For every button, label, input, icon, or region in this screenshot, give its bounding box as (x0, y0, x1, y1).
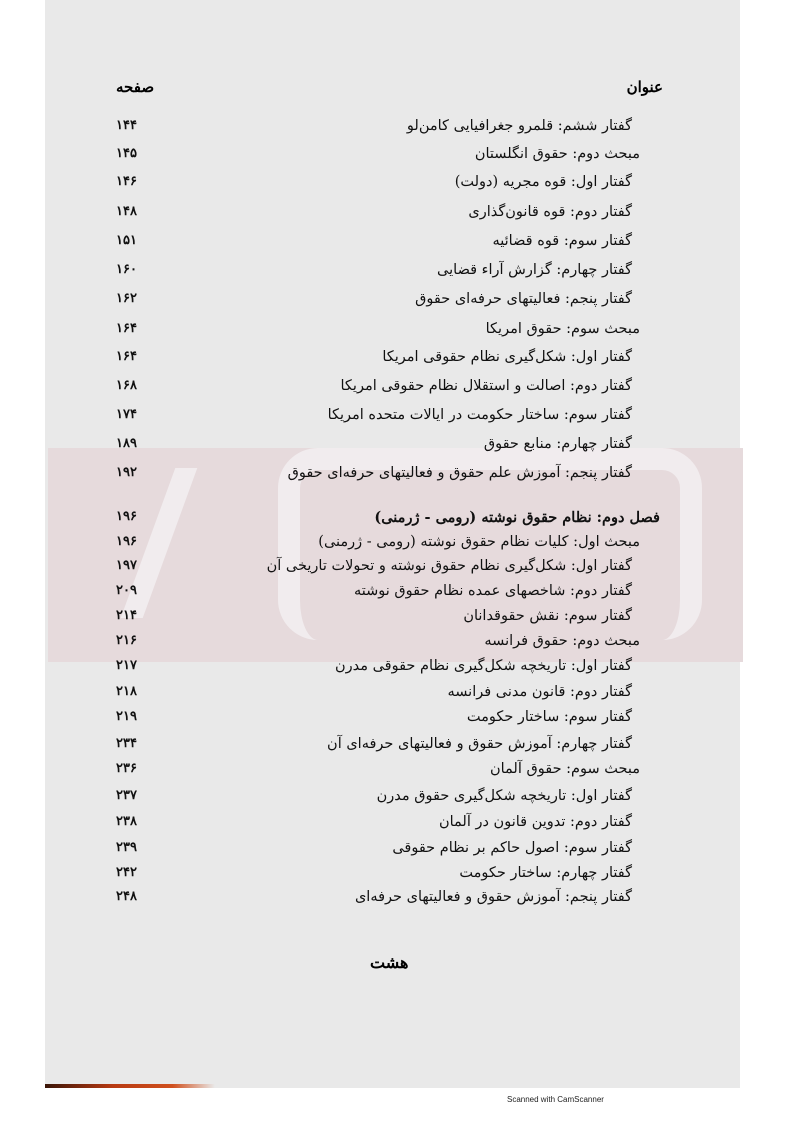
toc-entry-page: ۲۳۷ (116, 788, 137, 803)
toc-entry-page: ۲۳۸ (116, 814, 137, 829)
toc-entry-title: مبحث سوم: حقوق آلمان (489, 761, 640, 777)
toc-entry-page: ۲۱۸ (116, 684, 137, 699)
scanner-note: Scanned with CamScanner (507, 1095, 604, 1104)
toc-entry-title: گفتار چهارم: منابع حقوق (483, 436, 632, 452)
toc-entry-page: ۱۹۶ (116, 534, 137, 549)
toc-entry-page: ۲۱۷ (116, 658, 137, 673)
toc-entry (0, 558, 793, 582)
toc-entry-title: مبحث اول: کلیات نظام حقوق نوشته (رومی - ژرمنی) (318, 534, 640, 550)
toc-entry (0, 736, 793, 760)
toc-entry-title: گفتار پنجم: آموزش علم حقوق و فعالیتهای حرفه‌ای حقوق (287, 465, 632, 481)
toc-entry-page: ۱۹۶ (116, 509, 137, 524)
toc-entry (0, 349, 793, 373)
page-number-footer: هشت (370, 953, 409, 972)
toc-entry (0, 436, 793, 460)
toc-entry-title: گفتار سوم: نقش حقوقدانان (463, 608, 632, 624)
toc-entry (0, 378, 793, 402)
toc-entry (0, 291, 793, 315)
toc-entry (0, 534, 793, 558)
toc-entry (0, 583, 793, 607)
toc-entry-title: گفتار اول: تاریخچه شکل‌گیری حقوق مدرن (376, 788, 632, 804)
toc-entry-title: گفتار سوم: قوه قضائیه (492, 233, 632, 249)
toc-entry-page: ۱۴۸ (116, 204, 137, 219)
toc-entry (0, 174, 793, 198)
toc-entry-title: مبحث سوم: حقوق امریکا (485, 321, 640, 337)
toc-entry-page: ۱۹۲ (116, 465, 137, 480)
toc-entry (0, 509, 793, 533)
toc-entry (0, 608, 793, 632)
toc-entry-page: ۱۸۹ (116, 436, 137, 451)
toc-entry-title: گفتار دوم: قانون مدنی فرانسه (447, 684, 632, 700)
toc-entry-page: ۲۳۹ (116, 840, 137, 855)
toc-entry (0, 709, 793, 733)
toc-entry-page: ۲۳۴ (116, 736, 137, 751)
toc-entry-page: ۱۹۷ (116, 558, 137, 573)
toc-entry-page: ۱۶۴ (116, 321, 137, 336)
toc-entry (0, 118, 793, 142)
toc-entry (0, 840, 793, 864)
toc-entry-title: گفتار اول: شکل‌گیری نظام حقوق نوشته و تحولات تاریخی آن (266, 558, 632, 574)
toc-entry-page: ۱۴۶ (116, 174, 137, 189)
toc-entry-page: ۲۱۴ (116, 608, 137, 623)
toc-entry (0, 146, 793, 170)
toc-entry-page: ۲۱۶ (116, 633, 137, 648)
toc-entry-title: مبحث دوم: حقوق فرانسه (484, 633, 640, 649)
toc-entry-title: گفتار چهارم: گزارش آراء قضایی (437, 262, 632, 278)
toc-entry-title: گفتار سوم: ساختار حکومت (466, 709, 632, 725)
toc-entry-page: ۱۵۱ (116, 233, 137, 248)
toc-entry-page: ۱۴۵ (116, 146, 137, 161)
toc-entry-page: ۱۷۴ (116, 407, 137, 422)
toc-entry (0, 407, 793, 431)
toc-entry-page: ۱۶۰ (116, 262, 137, 277)
toc-entry-title: گفتار سوم: اصول حاکم بر نظام حقوقی (392, 840, 632, 856)
toc-entry-title: گفتار اول: تاریخچه شکل‌گیری نظام حقوقی مدرن (334, 658, 632, 674)
toc-entry (0, 262, 793, 286)
toc-entry-page: ۲۱۹ (116, 709, 137, 724)
toc-entry (0, 321, 793, 345)
toc-entry-title: گفتار دوم: قوه قانون‌گذاری (468, 204, 632, 220)
toc-entry-title: گفتار ششم: قلمرو جغرافیایی کامن‌لو (406, 118, 632, 134)
toc-entry-title: گفتار چهارم: آموزش حقوق و فعالیتهای حرفه‌ای آن (327, 736, 632, 752)
toc-entry (0, 889, 793, 913)
toc-entry-title: گفتار دوم: تدوین قانون در آلمان (438, 814, 632, 830)
toc-entry-page: ۱۴۴ (116, 118, 137, 133)
toc-entry-page: ۱۶۸ (116, 378, 137, 393)
toc-entry-page: ۱۶۴ (116, 349, 137, 364)
page-column-header: صفحه (116, 78, 155, 96)
toc-entry-page: ۲۳۶ (116, 761, 137, 776)
toc-entry-page: ۲۴۲ (116, 865, 137, 880)
toc-entry (0, 684, 793, 708)
toc-entry-title: مبحث دوم: حقوق انگلستان (474, 146, 640, 162)
toc-entry (0, 788, 793, 812)
toc-entry (0, 633, 793, 657)
title-column-header: عنوان (626, 78, 663, 96)
toc-entry (0, 658, 793, 682)
toc-entry-title: گفتار اول: قوه مجریه (دولت) (454, 174, 632, 190)
toc-entry-title: گفتار چهارم: ساختار حکومت (459, 865, 632, 881)
toc-entry-title: فصل دوم: نظام حقوق نوشته (رومی - ژرمنی) (374, 509, 660, 526)
toc-entry-page: ۲۰۹ (116, 583, 137, 598)
toc-entry-title: گفتار دوم: اصالت و استقلال نظام حقوقی امریکا (340, 378, 632, 394)
toc-entry (0, 814, 793, 838)
toc-entry-page: ۲۴۸ (116, 889, 137, 904)
toc-entry (0, 465, 793, 489)
page-edge (45, 1084, 215, 1088)
toc-entry-title: گفتار اول: شکل‌گیری نظام حقوقی امریکا (382, 349, 632, 365)
toc-entry-page: ۱۶۲ (116, 291, 137, 306)
toc-entry (0, 761, 793, 785)
toc-entry-title: گفتار پنجم: آموزش حقوق و فعالیتهای حرفه‌ای (354, 889, 632, 905)
toc-entry (0, 865, 793, 889)
toc-entry-title: گفتار دوم: شاخصهای عمده نظام حقوق نوشته (354, 583, 632, 599)
toc-entry-title: گفتار سوم: ساختار حکومت در ایالات متحده امریکا (327, 407, 632, 423)
toc-entry-title: گفتار پنجم: فعالیتهای حرفه‌ای حقوق (415, 291, 632, 307)
toc-entry (0, 233, 793, 257)
toc-entry (0, 204, 793, 228)
